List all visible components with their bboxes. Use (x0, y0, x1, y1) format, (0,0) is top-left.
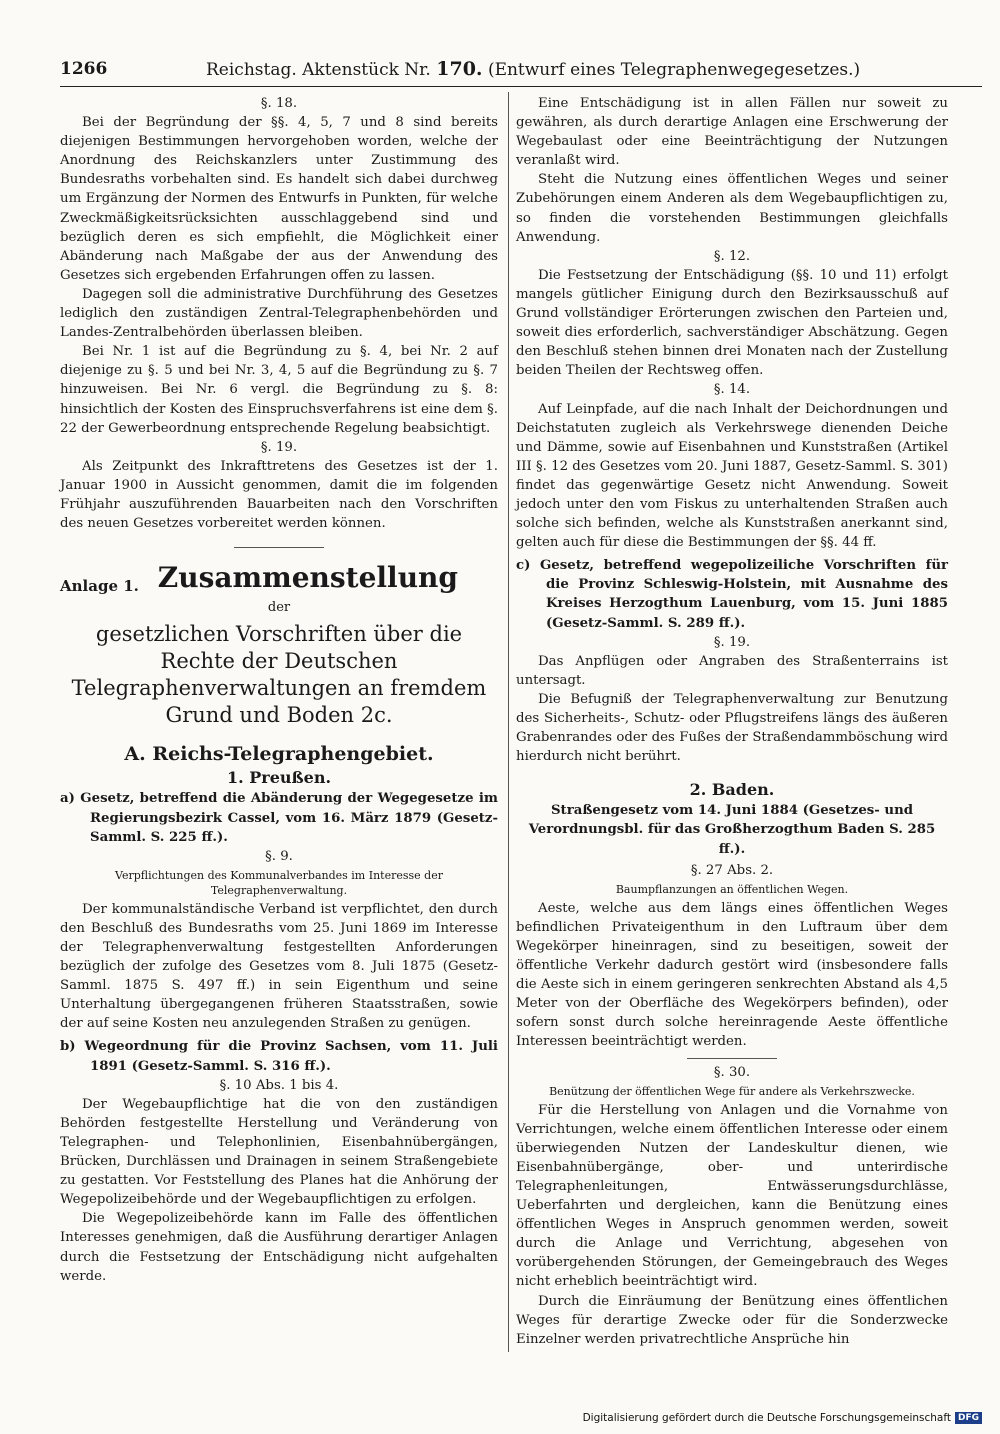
running-subtitle: (Entwurf eines Telegraphenwegegesetzes.) (487, 60, 861, 80)
section-note: Baumpflanzungen an öffentlichen Wegen. (615, 882, 849, 896)
section-heading: §. 30. (713, 1064, 751, 1080)
right-column (516, 94, 948, 1349)
appendix-label: Anlage 1. (60, 577, 139, 596)
running-title (206, 54, 860, 85)
law-heading: Straßengesetz vom 14. Juni 1884 (Gesetzes- und Verordnungsbl. für das Großherzogthum Baden S. 285 ff.). (528, 803, 936, 857)
paragraph: Dagegen soll die administrative Durchführung des Gesetzes lediglich den zuständigen Zentral-Telegraphenbehörden und Landes-Zentralbehörden überlassen bleiben. (60, 286, 498, 341)
page-number: 1266 (60, 59, 108, 79)
digitization-credit (583, 1412, 982, 1424)
running-title-text: Reichstag. Aktenstück Nr. (206, 60, 431, 80)
section-heading: §. 9. (265, 848, 293, 864)
paragraph: Auf Leinpfade, auf die nach Inhalt der Deichordnungen und Deichstatuten zugleich als Verkehrswege dienenden Deiche und Dämme, sowie auf Eisenbahnen und Kunststraßen (Artikel III §. 12 des Gesetzes vom 20. Juni 1887, Gesetz-Samml. S. 301) findet das gegenwärtige Gesetz nicht Anwendung. Soweit jedoch unter den vom Fiskus zu unterhaltenden Straßen auch solche sich befinden, welche als Kunststraßen anerkannt sind, gelten auch für diese die Bestimmungen der §§. 44 ff. (516, 401, 948, 551)
paragraph: Bei Nr. 1 ist auf die Begründung zu §. 4, bei Nr. 2 auf diejenige zu §. 5 und bei Nr. 3, 4, 5 auf die Begründung zu §. 7 hinzuweisen. Bei Nr. 6 vergl. die Begründung zu §. 8: hinsichtlich der Kosten des Einspruchsverfahrens ist eine dem §. 22 der Gewerbeordnung entsprechende Regelung beabsichtigt. (60, 344, 498, 436)
paragraph: Bei der Begründung der §§. 4, 5, 7 und 8 sind bereits diejenigen Bestimmungen hervorgehoben worden, welche der Anordnung des Reichskanzlers unter Zustimmung des Bundesraths vorbehalten sind. Es handelt sich dabei durchweg um Ergänzung der Normen des Entwurfs in Punkten, für welche Zweckmäßigkeitsrücksichten ausschlaggebend sind und bezüglich deren es sich empfiehlt, die Möglichkeit einer Abänderung nach Maßgabe der aus der Anwendung des Gesetzes sich ergebenden Erfahrungen offen zu lassen. (60, 115, 498, 283)
section-heading: §. 10 Abs. 1 bis 4. (219, 1077, 339, 1093)
paragraph: Als Zeitpunkt des Inkrafttretens des Gesetzes ist der 1. Januar 1900 in Aussicht genommen, damit die im folgenden Frühjahr auszuführenden Bauarbeiten nach den Vorschriften des neuen Gesetzes vorbereitet werden können. (60, 458, 498, 532)
paragraph: Steht die Nutzung eines öffentlichen Weges und seiner Zubehörungen einem Anderen als dem Wegebaupflichtigen zu, so finden die vorstehenden Bestimmungen gleichfalls Anwendung. (516, 172, 948, 245)
section-heading: §. 19. (260, 439, 298, 455)
section-heading: §. 19. (713, 634, 751, 650)
section-heading: §. 12. (713, 248, 751, 264)
state-heading: 1. Preußen. (226, 768, 332, 788)
credit-text: Digitalisierung gefördert durch die Deutsche Forschungsgemeinschaft (582, 1412, 951, 1424)
paragraph: Durch die Einräumung der Benützung eines öffentlichen Weges für derartige Zwecke oder für die Sonderzwecke Einzelner werden privatrechtliche Ansprüche hin (516, 1293, 948, 1347)
dfg-logo-icon: DFG (955, 1412, 982, 1424)
section-heading: §. 18. (260, 96, 298, 111)
section-note: Benützung der öffentlichen Wege für andere als Verkehrszwecke. (549, 1084, 915, 1098)
state-heading: 2. Baden. (689, 780, 775, 800)
section-note: Verpflichtungen des Kommunalverbandes im Interesse der Telegraphenverwaltung. (115, 868, 443, 897)
law-heading: a) Gesetz, betreffend die Abänderung der Wegegesetze im Regierungsbezirk Cassel, vom 16. März 1879 (Gesetz-Samml. S. 225 ff.). (60, 791, 498, 845)
section-heading: §. 14. (713, 382, 751, 398)
paragraph: Die Festsetzung der Entschädigung (§§. 10 und 11) erfolgt mangels gütlicher Einigung durch den Bezirksausschuß auf Grund vollständiger Erörterungen zwischen den Parteien und, soweit dies erforderlich, sachverständiger Abschätzung. Gegen den Beschluß stehen binnen drei Monaten nach der Zustellung beiden Theilen der Rechtsweg offen. (516, 267, 948, 379)
left-column (60, 94, 498, 1286)
law-heading: c) Gesetz, betreffend wegepolizeiliche Vorschriften für die Provinz Schleswig-Holstein, mit Ausnahme des Kreises Herzogthum Lauenburg, vom 15. Juni 1885 (Gesetz-Samml. S. 289 ff.). (516, 558, 948, 631)
appendix-title: Zusammenstellung (157, 561, 458, 595)
appendix-subtitle: gesetzlichen Vorschriften über die Rechte der Deutschen Telegraphenverwaltungen an fremdem Grund und Boden 2c. (71, 622, 487, 728)
appendix-connector: der (267, 600, 291, 616)
paragraph: Für die Herstellung von Anlagen und die Vornahme von Verrichtungen, welche einem öffentlichen Interesse oder einem überwiegenden Nutzen der Landeskultur dienen, wie Eisenbahnübergänge, ober- und unterirdische Telegraphenleitungen, Entwässerungsdurchlässe, Ueberfahrten und dergleichen, kann die Benützung eines öffentlichen Weges in Anspruch genommen werden, soweit durch die Anlage und Verrichtung, abgesehen von vorübergehenden Störungen, der Gemeingebrauch des Weges nicht erheblich beeinträchtigt wird. (516, 1102, 948, 1290)
page-header (60, 54, 978, 84)
paragraph: Eine Entschädigung ist in allen Fällen nur soweit zu gewähren, als durch derartige Anlagen eine Erschwerung der Wegebaulast oder eine Beeinträchtigung der Nutzungen veranlaßt wird. (516, 96, 948, 169)
paragraph: Die Wegepolizeibehörde kann im Falle des öffentlichen Interesses genehmigen, daß die Ausführung derartiger Anlagen durch die Festsetzung der Entschädigung nicht aufgehalten werde. (60, 1211, 498, 1284)
law-heading: b) Wegeordnung für die Provinz Sachsen, vom 11. Juli 1891 (Gesetz-Samml. S. 316 ff.). (60, 1039, 498, 1074)
paragraph: Aeste, welche aus dem längs eines öffentlichen Weges befindlichen Privateigenthum in den Luftraum über dem Wegekörper hineinragen, sind zu beseitigen, soweit der öffentliche Verkehr dadurch gestört wird (insbesondere falls die Aeste sich in einem geringeren senkrechten Abstand als 4,5 Meter von der Oberfläche des Wegekörpers befinden), oder sofern sonst durch solche hereinragende Aeste öffentliche Interessen beeinträchtigt werden. (516, 900, 948, 1050)
section-heading: §. 27 Abs. 2. (690, 862, 774, 878)
separator-rule (234, 547, 324, 548)
paragraph: Das Anpflügen oder Angraben des Straßenterrains ist untersagt. (516, 653, 948, 688)
column-divider (508, 92, 509, 1352)
header-rule (60, 86, 982, 87)
part-heading: A. Reichs-Telegraphengebiet. (124, 743, 434, 766)
separator-rule (687, 1058, 777, 1059)
paragraph: Die Befugniß der Telegraphenverwaltung zur Benutzung des Sicherheits-, Schutz- oder Pflugstreifens längs des äußeren Grabenrandes oder des Fußes der Straßendammböschung wird hierdurch nicht berührt. (516, 691, 948, 765)
paragraph: Der Wegebaupflichtige hat die von den zuständigen Behörden festgestellte Herstellung und Veränderung von Telegraphen- und Telephonlinien, Eisenbahnübergängen, Brücken, Durchlässen und Drainagen in seinem Straßengebiete zu gestatten. Vor Feststellung des Planes hat die Anhörung der Wegepolizeibehörde und der Wegebaupflichtigen zu erfolgen. (60, 1096, 498, 1208)
document-number: 170. (436, 58, 483, 80)
appendix-title-row (60, 560, 498, 596)
paragraph: Der kommunalständische Verband ist verpflichtet, den durch den Beschluß des Bundesraths vom 25. Juni 1869 im Interesse der Telegraphenverwaltung festgestellten Anforderungen bezüglich der zufolge des Gesetzes vom 8. Juli 1875 (Gesetz-Samml. 1875 S. 497 ff.) in sein Eigenthum und seine Unterhaltung übergegangenen früheren Staatsstraßen, sowie der auf seine Kosten neu anzulegenden Straßen zu genügen. (60, 901, 498, 1032)
